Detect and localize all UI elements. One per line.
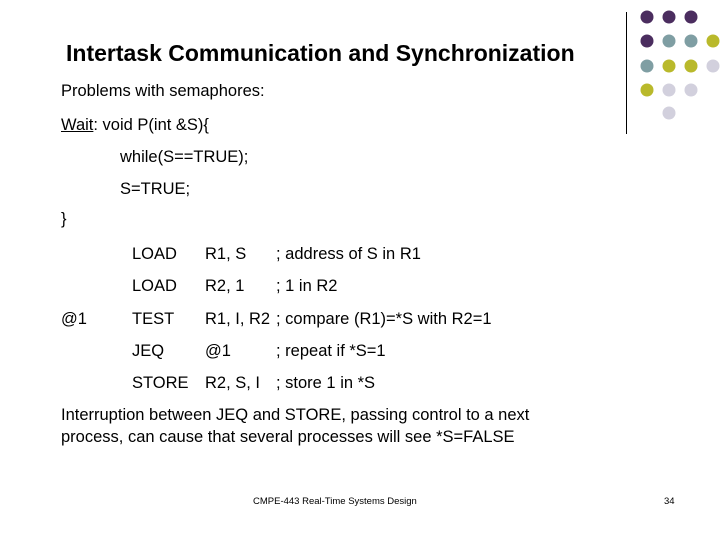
decor-dot [663, 107, 676, 120]
asm-op: LOAD [132, 245, 177, 263]
decor-dot [663, 11, 676, 24]
decor-dot [641, 84, 654, 97]
asm-args: R2, 1 [205, 277, 245, 295]
decor-dot [685, 11, 698, 24]
asm-args: R2, S, I [205, 374, 261, 392]
conclusion-line-1: Interruption between JEQ and STORE, passing control to a next [61, 406, 530, 424]
asm-args: @1 [205, 342, 231, 360]
wait-keyword: Wait [61, 116, 94, 134]
footer-page-number: 34 [664, 496, 675, 507]
decor-dot [707, 60, 720, 73]
decorative-dot-grid [0, 0, 720, 160]
footer-course-title: CMPE-443 Real-Time Systems Design [253, 496, 417, 507]
wait-function-line [61, 116, 209, 135]
decor-dot [685, 35, 698, 48]
asm-label: @1 [61, 310, 87, 328]
decor-dot [685, 60, 698, 73]
decor-dot [641, 35, 654, 48]
slide-title: Intertask Communication and Synchronization [66, 40, 575, 66]
decor-dot [663, 60, 676, 73]
asm-args: R1, S [205, 245, 247, 263]
intro-text: Problems with semaphores: [61, 82, 265, 100]
asm-comment: ; 1 in R2 [276, 277, 338, 295]
asm-op: JEQ [132, 342, 165, 360]
decor-dot [641, 11, 654, 24]
wait-signature: : void P(int &S){ [93, 116, 209, 134]
code-line-while: while(S==TRUE); [120, 148, 249, 166]
decor-dot [707, 35, 720, 48]
decor-dot [641, 60, 654, 73]
decor-dot [663, 84, 676, 97]
asm-comment: ; compare (R1)=*S with R2=1 [276, 310, 492, 328]
asm-op: TEST [132, 310, 175, 328]
code-line-assign: S=TRUE; [120, 180, 191, 198]
asm-comment: ; address of S in R1 [276, 245, 421, 263]
asm-comment: ; store 1 in *S [276, 374, 376, 392]
asm-args: R1, I, R2 [205, 310, 271, 328]
decor-dot [685, 84, 698, 97]
asm-op: LOAD [132, 277, 177, 295]
conclusion-line-2: process, can cause that several processes will see *S=FALSE [61, 428, 515, 446]
asm-op: STORE [132, 374, 189, 392]
asm-comment: ; repeat if *S=1 [276, 342, 386, 360]
decor-dot [663, 35, 676, 48]
code-closing-brace: } [61, 210, 67, 228]
